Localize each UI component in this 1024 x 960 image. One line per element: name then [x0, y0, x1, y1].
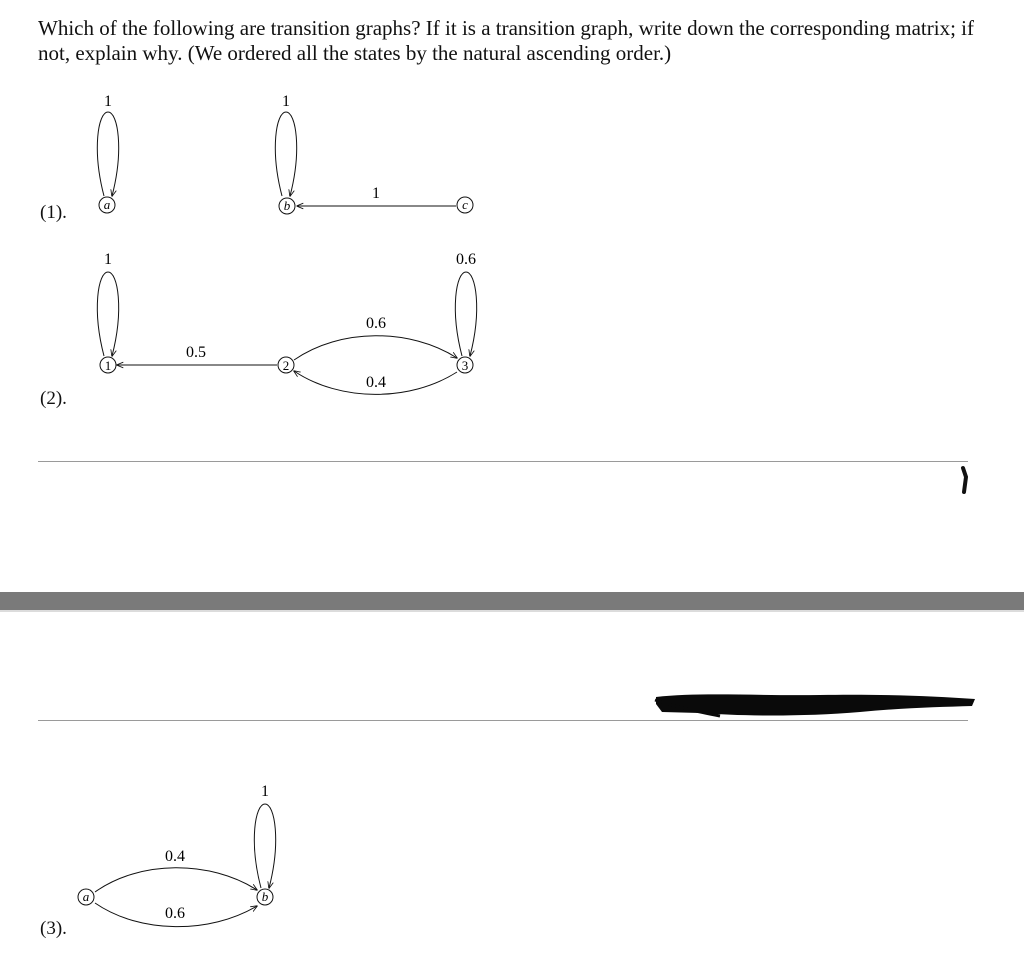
- svg-text:b: b: [261, 889, 269, 904]
- node-a-3: [78, 889, 94, 905]
- item-3-label: (3).: [40, 918, 67, 939]
- edge-a-b-upper-label: 0.4: [165, 848, 185, 865]
- diagram-3: [0, 770, 1024, 940]
- svg-text:c: c: [462, 197, 468, 212]
- edge-b-b-label: 1: [282, 93, 290, 110]
- edge-c-b-label: 1: [372, 185, 380, 202]
- edge-3-2-label: 0.4: [366, 374, 386, 391]
- svg-text:2: 2: [282, 358, 290, 373]
- edge-2-1-label: 0.5: [186, 344, 206, 361]
- svg-text:a: a: [103, 197, 111, 212]
- svg-text:a: a: [82, 889, 90, 904]
- item-1-label: (1).: [40, 202, 67, 223]
- edge-1-1-label: 1: [104, 251, 112, 268]
- pen-stroke-mark: [963, 468, 966, 492]
- edge-a-b-lower-label: 0.6: [165, 905, 185, 922]
- edge-a-a-label: 1: [104, 93, 112, 110]
- svg-text:1: 1: [104, 358, 112, 373]
- svg-text:b: b: [283, 198, 291, 213]
- edge-2-3-label: 0.6: [366, 315, 386, 332]
- item-2-label: (2).: [40, 388, 67, 409]
- edge-a-b-upper: [95, 868, 257, 892]
- edge-b-b-label-3: 1: [261, 783, 269, 800]
- node-b-3: [257, 889, 273, 905]
- question-text: Which of the following are transition graphs? If it is a transition graph, write down the corresponding matrix; if not, explain why. (We ordered all the states by the natural ascending order.): [38, 16, 975, 65]
- svg-text:3: 3: [461, 358, 469, 373]
- edge-3-3-label: 0.6: [456, 251, 476, 268]
- edge-b-b-loop-3: [254, 804, 275, 888]
